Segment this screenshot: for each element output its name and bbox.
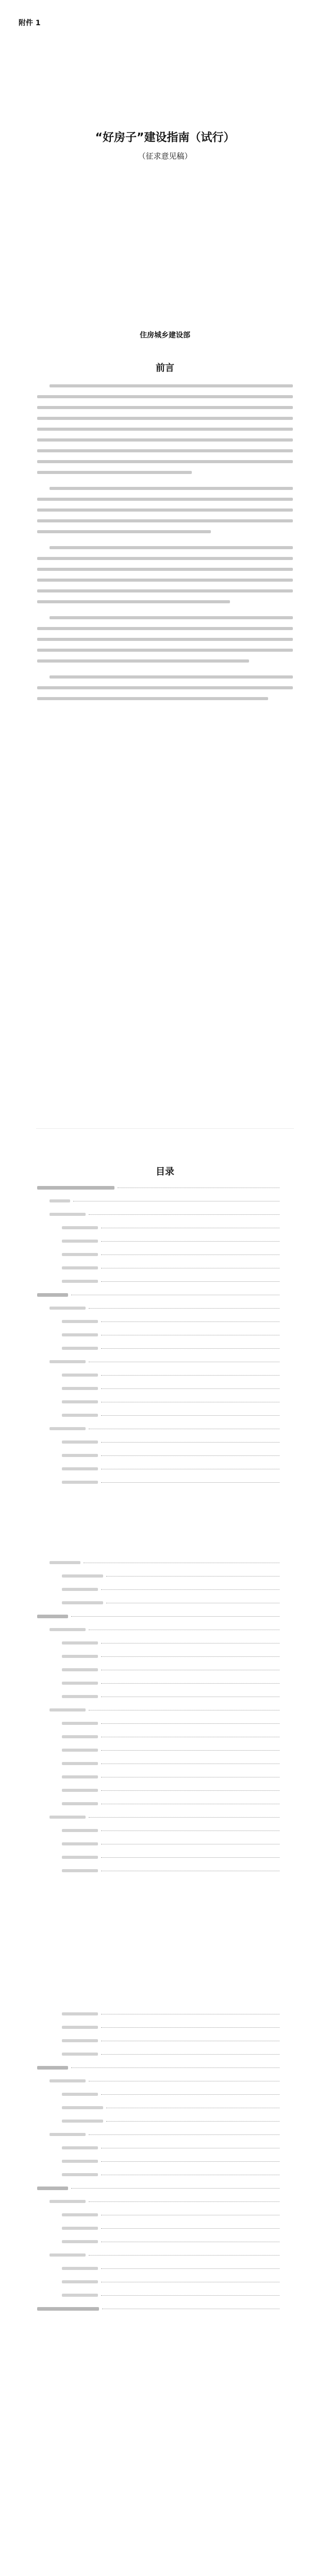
- toc-entry[interactable]: [50, 2076, 293, 2086]
- toc-entry[interactable]: [62, 1411, 293, 1420]
- toc-entry-label: [62, 1775, 98, 1778]
- toc-entry-label: [62, 1454, 98, 1457]
- toc-entry[interactable]: [62, 1451, 293, 1460]
- preface-heading: 前言: [156, 363, 174, 374]
- preface-text-line: [37, 471, 192, 474]
- toc-section-part2: [0, 2009, 330, 2576]
- toc-dot-leader: [101, 2161, 279, 2162]
- toc-entry[interactable]: [62, 1384, 293, 1393]
- preface-text-line: [37, 659, 249, 663]
- toc-entry[interactable]: [62, 1679, 293, 1688]
- toc-entry-label: [62, 1722, 98, 1725]
- toc-dot-leader: [89, 2255, 279, 2256]
- toc-entry-label: [62, 1655, 98, 1658]
- toc-entry-label: [50, 1199, 70, 1202]
- toc-entry-label: [62, 1574, 103, 1578]
- toc-entry[interactable]: [62, 1437, 293, 1447]
- toc-dot-leader: [71, 2067, 279, 2068]
- toc-entry[interactable]: [62, 1478, 293, 1487]
- toc-entry-label: [50, 2200, 86, 2203]
- preface-text-line: [37, 428, 293, 431]
- toc-entry-label: [62, 1749, 98, 1752]
- toc-entry-label: [62, 1387, 98, 1390]
- toc-entry-label: [62, 2294, 98, 2297]
- preface-text-line: [37, 406, 293, 409]
- toc-entry-label: [50, 2253, 86, 2257]
- toc-entry-label: [62, 1414, 98, 1417]
- toc-entry-label: [62, 2267, 98, 2270]
- toc-entry[interactable]: [50, 1625, 293, 1634]
- preface-text-line: [37, 697, 268, 700]
- toc-entry-label: [37, 1615, 68, 1618]
- preface-text-line: [37, 498, 293, 501]
- toc-entry[interactable]: [37, 1290, 293, 1299]
- toc-entry-label: [62, 1253, 98, 1256]
- toc-entry-label: [62, 2106, 103, 2109]
- preface-text-line: [50, 546, 293, 549]
- toc-entry-label: [37, 1293, 68, 1297]
- toc-entry[interactable]: [62, 1786, 293, 1795]
- toc-entry[interactable]: [62, 1236, 293, 1246]
- toc-entry-label: [62, 1682, 98, 1685]
- toc-entry-label: [62, 1467, 98, 1470]
- toc-entry-label: [62, 2093, 98, 2096]
- toc-section-part1: [0, 1164, 330, 1865]
- toc-entry-label: [50, 1213, 86, 1216]
- toc-dot-leader: [89, 1214, 279, 1215]
- toc-entry-label: [50, 2079, 86, 2082]
- toc-entry-label: [37, 1186, 114, 1190]
- toc-dot-leader: [101, 2268, 279, 2269]
- toc-entry[interactable]: [62, 2224, 293, 2233]
- toc-entry-label: [50, 1427, 86, 1430]
- toc-dot-leader: [101, 2295, 279, 2296]
- toc-dot-leader: [101, 1723, 279, 1724]
- toc-entry-label: [62, 1829, 98, 1832]
- toc-entry-label: [62, 1280, 98, 1283]
- toc-entry-label: [50, 1708, 86, 1711]
- toc-entry-label: [62, 2173, 98, 2176]
- toc-entry[interactable]: [62, 1464, 293, 1473]
- toc-entry-label: [62, 1668, 98, 1671]
- toc-dot-leader: [101, 1683, 279, 1684]
- toc-entry[interactable]: [62, 2049, 293, 2059]
- toc-entry-label: [62, 1762, 98, 1765]
- toc-dot-leader: [71, 2188, 279, 2189]
- preface-text-line: [37, 589, 293, 592]
- toc-entry-label: [50, 1628, 86, 1631]
- toc-entry-label: [62, 2213, 98, 2216]
- toc-entry-label: [62, 1481, 98, 1484]
- toc-entry[interactable]: [37, 1612, 293, 1621]
- toc-entry-label: [62, 2026, 98, 2029]
- toc-entry-label: [62, 1400, 98, 1403]
- toc-entry[interactable]: [62, 1585, 293, 1594]
- toc-entry-label: [62, 1266, 98, 1269]
- toc-dot-leader: [101, 1482, 279, 1483]
- toc-entry-label: [62, 1588, 98, 1591]
- toc-dot-leader: [101, 1750, 279, 1751]
- toc-entry-label: [62, 2160, 98, 2163]
- toc-entry[interactable]: [62, 1692, 293, 1701]
- toc-dot-leader: [101, 1857, 279, 1858]
- toc-entry-label: [62, 1226, 98, 1229]
- toc-dot-leader: [101, 1348, 279, 1349]
- toc-entry-label: [62, 2227, 98, 2230]
- toc-entry[interactable]: [62, 1223, 293, 1232]
- preface-text-line: [37, 600, 230, 603]
- toc-entry-label: [50, 2133, 86, 2136]
- toc-entry-label: [62, 2120, 103, 2123]
- preface-text-line: [37, 638, 293, 641]
- toc-entry[interactable]: [62, 1598, 293, 1607]
- toc-entry-label: [62, 1601, 103, 1604]
- toc-entry[interactable]: [62, 1799, 293, 1808]
- toc-entry[interactable]: [50, 1210, 293, 1219]
- toc-entry[interactable]: [62, 2116, 293, 2126]
- toc-entry-label: [37, 2066, 68, 2070]
- toc-dot-leader: [101, 1375, 279, 1376]
- toc-entry[interactable]: [62, 2264, 293, 2273]
- preface-text-line: [37, 557, 293, 560]
- preface-text-line: [50, 487, 293, 490]
- preface-text-line: [37, 649, 293, 652]
- toc-list-part2: [0, 2009, 330, 2576]
- toc-entry-label: [62, 1440, 98, 1444]
- toc-dot-leader: [101, 2054, 279, 2055]
- toc-entry[interactable]: [62, 1250, 293, 1259]
- toc-entry-label: [62, 2012, 98, 2015]
- toc-entry-label: [62, 1320, 98, 1323]
- toc-entry-label: [37, 2307, 99, 2311]
- toc-entry-label: [62, 1695, 98, 1698]
- toc-entry-label: [37, 2187, 68, 2190]
- toc-entry[interactable]: [62, 1330, 293, 1340]
- toc-dot-leader: [89, 2201, 279, 2202]
- toc-entry-label: [62, 1735, 98, 1738]
- toc-entry[interactable]: [62, 2103, 293, 2112]
- toc-dot-leader: [101, 1589, 279, 1590]
- toc-entry-label: [62, 2039, 98, 2042]
- toc-entry[interactable]: [62, 1772, 293, 1782]
- toc-dot-leader: [89, 1817, 279, 1818]
- toc-dot-leader: [101, 1656, 279, 1657]
- preface-text-line: [37, 579, 293, 582]
- toc-dot-leader: [101, 1241, 279, 1242]
- preface-text-line: [37, 438, 293, 442]
- toc-dot-leader: [106, 2121, 279, 2122]
- toc-heading: 目录: [156, 1166, 174, 1177]
- toc-entry[interactable]: [50, 2250, 293, 2260]
- toc-dot-leader: [101, 1321, 279, 1322]
- preface-text-line: [37, 686, 293, 689]
- page-divider: [36, 1128, 294, 1129]
- toc-entry[interactable]: [62, 1853, 293, 1862]
- preface-text-line: [37, 530, 211, 533]
- toc-entry[interactable]: [62, 2157, 293, 2166]
- toc-entry-label: [50, 1360, 86, 1363]
- preface-text-line: [37, 395, 293, 398]
- toc-entry[interactable]: [62, 1652, 293, 1661]
- toc-entry[interactable]: [62, 1638, 293, 1648]
- toc-entry[interactable]: [62, 2036, 293, 2045]
- toc-entry[interactable]: [62, 2291, 293, 2300]
- toc-entry-label: [62, 2240, 98, 2243]
- toc-dot-leader: [101, 1442, 279, 1443]
- toc-dot-leader: [71, 1616, 279, 1617]
- preface-text-line: [37, 417, 293, 420]
- toc-entry[interactable]: [50, 1196, 293, 1206]
- toc-entry-label: [62, 1869, 98, 1872]
- toc-entry[interactable]: [62, 2170, 293, 2179]
- toc-entry[interactable]: [37, 2304, 293, 2313]
- toc-entry-label: [62, 1240, 98, 1243]
- toc-entry-label: [62, 1333, 98, 1336]
- toc-entry-label: [50, 1561, 80, 1564]
- preface-text-line: [37, 449, 293, 452]
- toc-entry-label: [62, 1789, 98, 1792]
- toc-entry[interactable]: [50, 1558, 293, 1567]
- toc-entry[interactable]: [50, 1424, 293, 1433]
- toc-entry[interactable]: [62, 2277, 293, 2286]
- toc-entry-label: [62, 1842, 98, 1845]
- toc-entry[interactable]: [37, 2063, 293, 2072]
- toc-entry-label: [62, 1641, 98, 1645]
- toc-entry[interactable]: [62, 1719, 293, 1728]
- toc-dot-leader: [101, 2228, 279, 2229]
- toc-entry[interactable]: [62, 1665, 293, 1674]
- toc-entry[interactable]: [50, 2197, 293, 2206]
- preface-text-line: [37, 509, 293, 512]
- preface-text-line: [50, 675, 293, 679]
- toc-entry-label: [62, 2146, 98, 2149]
- toc-entry[interactable]: [50, 1303, 293, 1313]
- toc-entry-label: [62, 2280, 98, 2283]
- toc-entry-label: [62, 1374, 98, 1377]
- toc-entry[interactable]: [62, 2143, 293, 2153]
- toc-entry[interactable]: [62, 1839, 293, 1849]
- toc-dot-leader: [101, 2027, 279, 2028]
- preface-text-line: [50, 616, 293, 619]
- toc-entry[interactable]: [62, 1344, 293, 1353]
- toc-dot-leader: [101, 2094, 279, 2095]
- toc-entry[interactable]: [62, 1263, 293, 1273]
- toc-entry[interactable]: [62, 2210, 293, 2219]
- toc-entry[interactable]: [62, 2023, 293, 2032]
- toc-entry[interactable]: [62, 1571, 293, 1581]
- toc-entry[interactable]: [50, 2130, 293, 2139]
- toc-list-part1: [0, 1183, 330, 1863]
- toc-dot-leader: [101, 1790, 279, 1791]
- preface-text-line: [37, 627, 293, 630]
- toc-dot-leader: [101, 1415, 279, 1416]
- preface-text-line: [37, 519, 293, 522]
- toc-entry[interactable]: [62, 2237, 293, 2246]
- toc-entry[interactable]: [50, 1812, 293, 1822]
- toc-entry[interactable]: [50, 1705, 293, 1715]
- toc-entry[interactable]: [62, 1370, 293, 1380]
- toc-entry[interactable]: [62, 1759, 293, 1768]
- toc-entry[interactable]: [62, 1732, 293, 1741]
- annex-label: 附件 1: [19, 19, 41, 27]
- preface-text-line: [50, 384, 293, 387]
- toc-entry-label: [62, 1347, 98, 1350]
- document-title: “好房子”建设指南（试行）: [95, 131, 235, 144]
- toc-entry-label: [50, 1307, 86, 1310]
- toc-entry[interactable]: [37, 1183, 293, 1192]
- toc-entry-label: [50, 1816, 86, 1819]
- toc-entry[interactable]: [50, 1357, 293, 1366]
- toc-entry[interactable]: [62, 1397, 293, 1406]
- toc-entry-label: [62, 2053, 98, 2056]
- toc-dot-leader: [101, 1388, 279, 1389]
- preface-text-line: [37, 460, 293, 463]
- issuer-name: 住房城乡建设部: [140, 331, 190, 340]
- preface-body: [0, 381, 330, 1092]
- toc-entry[interactable]: [37, 2183, 293, 2193]
- toc-entry[interactable]: [62, 2090, 293, 2099]
- toc-dot-leader: [101, 1281, 279, 1282]
- document-subtitle: （征求意见稿）: [138, 151, 192, 161]
- toc-entry[interactable]: [62, 1826, 293, 1835]
- toc-dot-leader: [106, 1576, 279, 1577]
- toc-dot-leader: [89, 1308, 279, 1309]
- toc-entry-label: [62, 1856, 98, 1859]
- toc-entry[interactable]: [62, 2009, 293, 2019]
- toc-entry[interactable]: [62, 1866, 293, 1875]
- toc-dot-leader: [89, 2134, 279, 2135]
- toc-entry[interactable]: [62, 1745, 293, 1755]
- preface-text-line: [37, 568, 293, 571]
- toc-dot-leader: [101, 1455, 279, 1456]
- toc-entry[interactable]: [62, 1317, 293, 1326]
- toc-entry-label: [62, 1802, 98, 1805]
- preface-section: [0, 361, 330, 1092]
- toc-entry[interactable]: [62, 1277, 293, 1286]
